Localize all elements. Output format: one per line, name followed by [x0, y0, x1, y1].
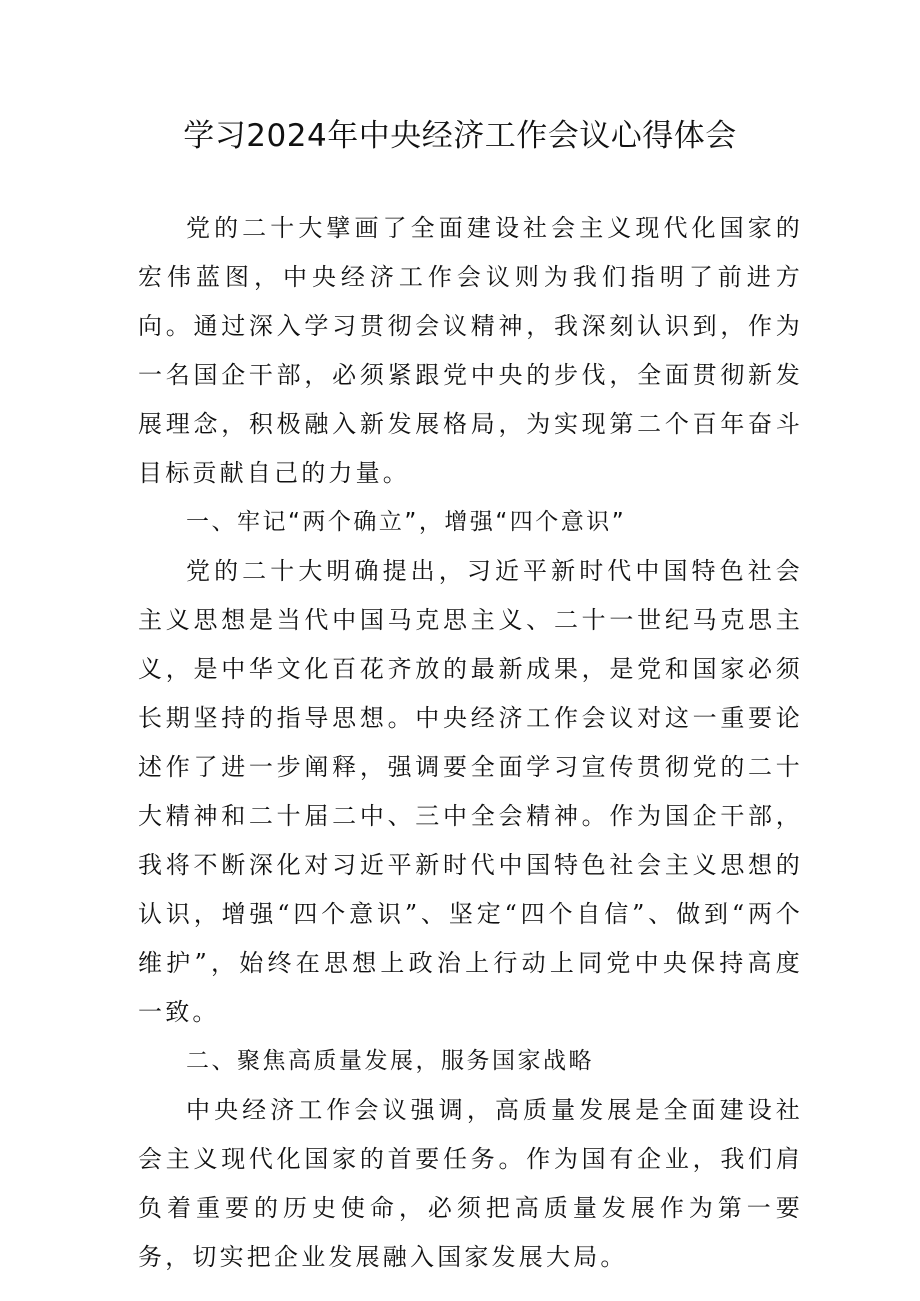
intro-paragraph: 党的二十大擘画了全面建设社会主义现代化国家的宏伟蓝图，中央经济工作会议则为我们指明了前进方向。通过深入学习贯彻会议精神，我深刻认识到，作为一名国企干部，必须紧跟党中央的步伐，全面贯彻新发展理念，积极融入新发展格局，为实现第二个百年奋斗目标贡献自己的力量。	[138, 214, 803, 487]
document-title: 学习2024年中央经济工作会议心得体会	[183, 118, 737, 154]
section-1-paragraph: 党的二十大明确提出，习近平新时代中国特色社会主义思想是当代中国马克思主义、二十一世纪马克思主义，是中华文化百花齐放的最新成果，是党和国家必须长期坚持的指导思想。中央经济工作会议对这一重要论述作了进一步阐释，强调要全面学习宣传贯彻党的二十大精神和二十届二中、三中全会精神。作为国企干部，我将不断深化对习近平新时代中国特色社会主义思想的认识，增强“四个意识”、坚定“四个自信”、做到“两个维护”，始终在思想上政治上行动上同党中央保持高度一致。	[138, 557, 803, 1026]
section-heading-2: 二、聚焦高质量发展，服务国家战略	[186, 1048, 594, 1074]
section-2-paragraph: 中央经济工作会议强调，高质量发展是全面建设社会主义现代化国家的首要任务。作为国有企业，我们肩负着重要的历史使命，必须把高质量发展作为第一要务，切实把企业发展融入国家发展大局。	[138, 1096, 803, 1271]
section-heading-1: 一、牢记“两个确立”，增强“四个意识”	[186, 509, 627, 535]
document-body	[138, 204, 803, 1282]
